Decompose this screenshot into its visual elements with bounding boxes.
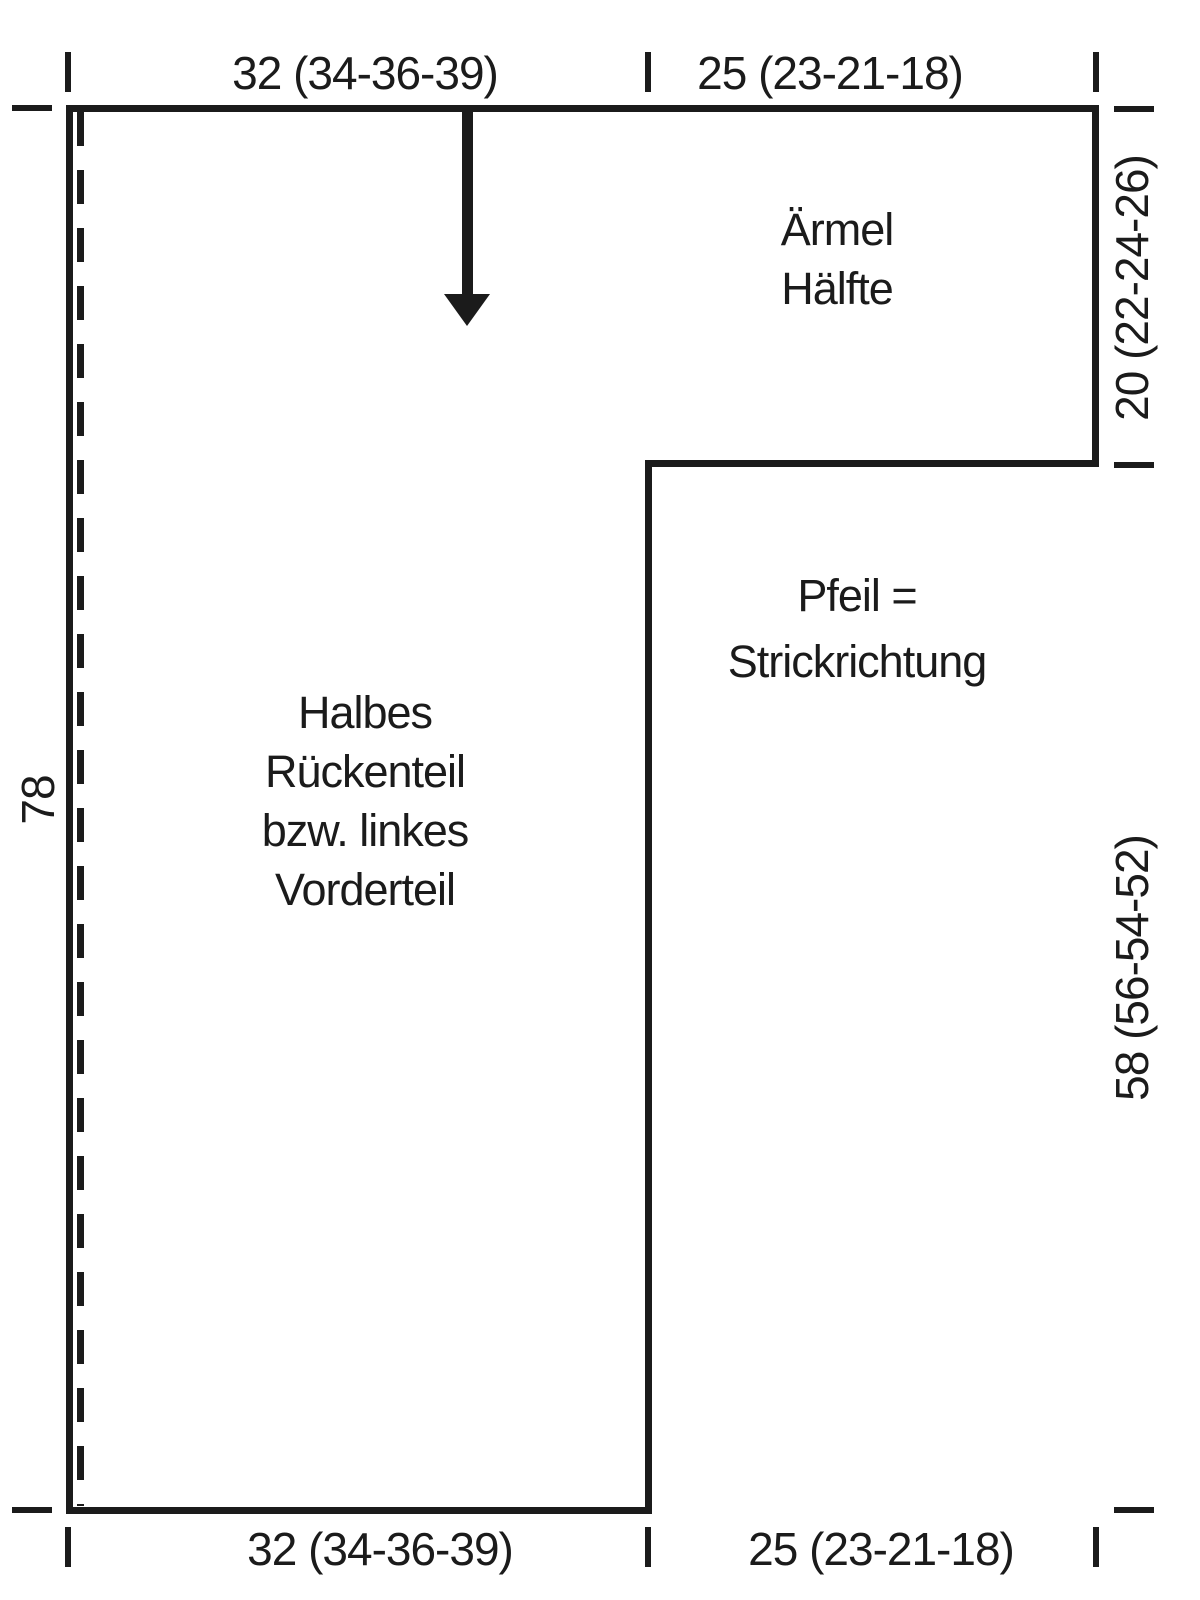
- region-label-sleeve-line2: Hälfte: [781, 263, 893, 314]
- note-knitting-direction-line2: Strickrichtung: [727, 636, 987, 687]
- outline-right-edge: [1092, 105, 1099, 467]
- measure-tick-right-top: [1114, 106, 1154, 112]
- region-label-body-line2: Rückenteil: [264, 746, 466, 797]
- region-label-body: [262, 683, 469, 919]
- arrow-down-icon: [444, 294, 490, 326]
- measure-label-bottom-body-width: 32 (34-36-39): [247, 1523, 513, 1575]
- arrow-shaft: [462, 110, 473, 298]
- region-label-body-line4: Vorderteil: [274, 864, 456, 915]
- measure-tick-bottom-right: [1093, 1527, 1099, 1567]
- measure-tick-left-top: [12, 105, 52, 111]
- region-label-body-line1: Halbes: [297, 687, 433, 738]
- outline-bottom-edge: [66, 1507, 652, 1514]
- region-label-sleeve-line1: Ärmel: [780, 204, 894, 255]
- measure-tick-right-step: [1114, 462, 1154, 468]
- note-knitting-direction: [728, 563, 987, 695]
- measure-label-sleeve-depth: 20 (22-24-26): [1106, 155, 1158, 421]
- measure-label-top-sleeve-width: 25 (23-21-18): [697, 47, 963, 99]
- outline-step-edge: [645, 460, 1099, 467]
- fold-dashed-line: [77, 112, 84, 1506]
- outline-inner-edge: [645, 460, 652, 1514]
- measure-tick-bottom-left: [65, 1527, 71, 1567]
- region-label-sleeve: [781, 200, 894, 318]
- measure-tick-top-right: [1093, 52, 1099, 92]
- measure-tick-top-left: [65, 52, 71, 92]
- measure-tick-top-middle: [645, 52, 651, 92]
- measure-label-bottom-sleeve-width: 25 (23-21-18): [748, 1523, 1014, 1575]
- measure-label-side-height: 58 (56-54-52): [1106, 835, 1158, 1101]
- measure-tick-right-bottom: [1114, 1507, 1154, 1513]
- note-knitting-direction-line1: Pfeil =: [797, 570, 917, 621]
- region-label-body-line3: bzw. linkes: [261, 805, 469, 856]
- measure-label-total-height: 78: [12, 775, 64, 825]
- measure-tick-left-bottom: [12, 1507, 52, 1513]
- measure-label-top-body-width: 32 (34-36-39): [232, 47, 498, 99]
- outline-left-edge: [66, 105, 73, 1514]
- outline-top-edge: [66, 105, 1099, 112]
- measure-tick-bottom-middle: [645, 1527, 651, 1567]
